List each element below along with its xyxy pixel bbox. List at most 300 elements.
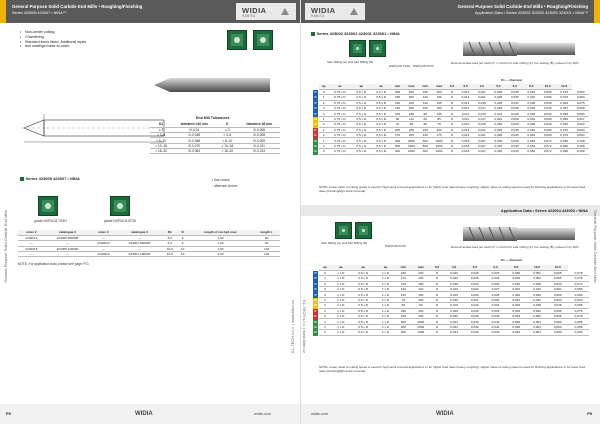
table-cell: 0,014 [457,89,473,94]
col-header: 6,0 [485,265,506,270]
material-group-marker: P [314,100,317,105]
table-cell: — [18,252,45,257]
left-header-subtitle: Series 423005 423007 • NINA™ [12,11,67,15]
table-cell: 0,057 [556,106,572,111]
material-group-marker: K [314,314,317,319]
table-cell: 0,033 [485,276,506,281]
table-cell: 85 [432,116,447,121]
table-cell: 2 [319,314,331,319]
table-cell: 0,5 x D [351,308,376,313]
table-cell: 0,036 [490,138,506,143]
table-cell: 0,056 [540,133,556,138]
table-cell: 1 x D [376,292,396,297]
left-note: NOTE: For application data, please see page P70. [18,262,90,266]
table-cell: 0,021 [474,89,490,94]
tolerance-header: tolerance h6 mm [238,122,280,127]
table-cell: 115 [395,292,411,297]
table-cell: 230 [404,133,419,138]
left-side-text: General Purpose Solid Carbide End Mills [3,210,8,283]
table-cell: 0,5 x D [371,127,391,132]
table-cell: 423005-060000 [45,235,90,240]
table-cell: 600 [391,138,404,143]
table-cell: 500 [419,143,432,148]
table-cell: 0,063 [568,297,589,302]
table-cell: 6 [177,241,187,246]
table-cell: 1 x D [376,287,396,292]
col-header: 12,0 [556,84,572,89]
col-header: 2,0 [447,84,458,89]
left-logo-box [236,3,296,20]
material-group-marker: M [314,116,317,121]
table-cell: 0,043 [527,287,548,292]
table-cell: 0,5 x D [351,95,371,100]
table-cell: 0,080 [547,319,568,324]
right-footer-logo: WIDIA [436,411,454,417]
table-cell: 180 [395,270,411,275]
table-cell: 0,064 [527,319,548,324]
table-cell: 600 [395,319,411,324]
table-cell: 1 [319,308,331,313]
table-cell: 0,017 [474,106,490,111]
right-footer-url[interactable]: widia.com [311,412,328,416]
material-group-marker: K [314,308,317,313]
table-cell: 0,5 x D [351,314,376,319]
material-group-marker: P [314,271,317,275]
section-square-icon [20,177,24,181]
grade-icon-1 [227,30,247,50]
table-cell: 10,0 [162,252,177,257]
col-header: D1 [162,230,177,235]
table-cell: 230 [411,270,430,275]
table-cell: — [117,235,162,240]
table-cell: 0,032 [506,287,527,292]
table-cell: 0,040 [485,319,506,324]
material-group-marker: P [314,292,317,297]
right-header-2 [301,205,600,216]
table-cell: 4 [319,292,331,297]
material-group-marker: P [314,111,317,116]
hanita-logo: HANITA [242,14,256,18]
table-cell: 0,078 [568,308,589,313]
tolerance-cell: > 18–30 [150,148,172,153]
table-cell: 10,0 [162,246,177,251]
col-header: ae [371,84,391,89]
tolerance-cell: > 18–30 [216,148,238,153]
table-cell: 190 [411,281,430,286]
table-cell: 0,052 [527,308,548,313]
tolerance-cell: > 3–6 [216,133,238,138]
table-cell: 0,5 x D [351,138,371,143]
table-cell: 75 [432,122,447,127]
table-cell: 0,75 x D [328,89,351,94]
table-cell: 0,050 [556,122,572,127]
table-cell: 0,042 [523,127,539,132]
tolerance-title: End Mill Tolerances [196,116,230,120]
grade-icon-2 [253,30,273,50]
table-cell: 0,052 [527,276,548,281]
table-cell: 0,067 [572,116,589,121]
table-row [319,149,589,154]
tolerance-cell: > 10–18 [216,143,238,148]
table-cell: 0,016 [444,297,465,302]
table-cell: 3 [319,287,331,292]
material-group-marker: P [314,95,317,100]
table-cell: fz [430,324,443,329]
table-cell: 3 [319,149,328,154]
table-cell: 0,015 [444,303,465,308]
table-cell: 0,5 x D [371,116,391,121]
caption-alternate-choice: ◦ alternate choice [212,184,238,188]
table-cell: 170 [395,276,411,281]
table-cell: 0,056 [556,116,572,121]
table-cell: 0,045 [507,138,523,143]
table-cell: 0,5 x D [371,89,391,94]
table-cell: 150 [419,127,432,132]
table-cell: 0,035 [507,95,523,100]
table-cell: 0,050 [547,292,568,297]
table-cell: 0,078 [568,276,589,281]
t1-body [319,89,589,154]
table-cell: 0,028 [490,89,506,94]
table-cell: 0,053 [556,111,572,116]
table-cell: fz [430,281,443,286]
t2-d1-label: D1 — Diameter [501,258,523,262]
t2-side-label: Side Milling (A) and Slot Milling (B) [321,241,368,245]
feature-item: • Standard items listed. Additional styles [20,40,86,45]
application-table-1 [319,84,589,155]
table-cell: 0,021 [474,95,490,100]
table-cell: 0,064 [527,330,548,335]
table-cell: 0,5 x D [371,106,391,111]
section-square-icon [311,32,315,36]
table-cell: 0,5 x D [351,292,376,297]
table-cell: 0,036 [490,149,506,154]
tolerance-cell: > 6–10 [150,138,172,143]
table-cell: 10 [177,252,187,257]
left-header [0,0,300,23]
table-cell: 1,50 [188,246,253,251]
table-cell: 100 [253,252,280,257]
table-cell: 0,060 [547,281,568,286]
table-cell: 0,039 [506,314,527,319]
table-cell: 0,019 [474,100,490,105]
table-cell: 0,75 x D [328,106,351,111]
table-cell: 0,070 [556,95,572,100]
table-cell: — [18,241,45,246]
table-cell: 0,027 [474,143,490,148]
table-cell: 1 x D [376,303,396,308]
table-cell: 120 [419,100,432,105]
table-cell: 0,028 [490,95,506,100]
table-cell: 0,75 x D [328,116,351,121]
table-cell: 2 [319,143,328,148]
table-cell: 2 [319,324,331,329]
table-cell: 1 x D [331,276,351,281]
table-cell: 0,052 [527,270,548,275]
table-cell: 0,022 [464,287,485,292]
table-cell: 1 x D [331,308,351,313]
tolerance-cell: 0/-0,048 [172,133,216,138]
table-cell: 300 [395,330,411,335]
product-table [18,230,280,257]
table-cell: 0,015 [474,122,490,127]
material-strip-1 [313,90,318,155]
grade-label-ts3h: grade NSP0•C8 TS3H [34,219,67,223]
table-cell: 0,072 [540,149,556,154]
table-cell: 0,108 [572,149,589,154]
material-group-marker: N [314,138,317,143]
table-cell: 600 [419,138,432,143]
table-cell: 0,072 [540,143,556,148]
table-cell: 423007-060000 [117,241,162,246]
left-footer-url[interactable]: widia.com [254,412,271,416]
logo-triangle-icon [350,8,358,15]
table-cell: 1 x D [331,319,351,324]
table-cell: 0,026 [464,314,485,319]
table-cell: 2000 [404,138,419,143]
table-cell: 65 [395,303,411,308]
table-cell: 0,5 x D [351,89,371,94]
table-cell: 1 x D [376,324,396,329]
table-cell: 0,070 [556,133,572,138]
table-cell: 0,032 [506,297,527,302]
table-cell: — [45,241,90,246]
table-cell: 260 [404,89,419,94]
table-cell: 4 [319,111,328,116]
table-cell: 6,0 [162,241,177,246]
table-cell: 0,045 [507,143,523,148]
table-cell: 0,032 [464,330,485,335]
tolerance-cell: > 3–6 [150,133,172,138]
table-cell: 0,042 [523,89,539,94]
table-cell: 0,021 [474,133,490,138]
t2-fz-note: Recommended feed per tooth (fz = mm/th) for side milling (A). For slotting (B), reduce fz by 20%. [451,245,580,249]
table-cell: 0,016 [474,111,490,116]
table-cell: 0,048 [527,281,548,286]
table-cell: 0,025 [490,100,506,105]
widia-logo: WIDIA [311,6,336,15]
table-cell: 2 [319,303,331,308]
table-cell: 0,011 [457,116,473,121]
col-header: 8,0 [506,265,527,270]
t1-side-label: Side Milling (A) and Slot Milling (B) [327,60,374,64]
material-group-marker: K [314,133,317,138]
material-group-marker: M [314,122,317,127]
table-cell: 220 [404,100,419,105]
table-cell: 0,090 [556,149,572,154]
col-header: ae [331,265,351,270]
table-cell: 0,020 [490,122,506,127]
col-header: max [411,265,430,270]
table-cell: 0,027 [485,287,506,292]
table-cell: 0,039 [506,308,527,313]
table-cell: 0,018 [457,149,473,154]
table-cell: 0,084 [572,133,589,138]
table-cell: 0,018 [444,281,465,286]
table-cell: fz [430,319,443,324]
left-yellow-tab [0,0,6,23]
material-group-marker: N [314,330,317,335]
tolerance-cell: ≤ 3 [150,127,172,132]
table-cell: 0,5 x D [351,297,376,302]
right-footer [301,404,600,424]
t2-grade: NSP0•C8 AT3S [385,244,406,248]
table-cell: 0,018 [457,143,473,148]
table-cell: 1 x D [331,270,351,275]
left-header-title: General Purpose Solid Carbide End Mills • Roughing/Finishing [12,4,143,9]
t1-grade2: NSP0•C8 AT3S [413,64,434,68]
table-cell: 250 [404,95,419,100]
tolerance-cell: 0/-0,013 [238,148,280,153]
col-header: ap [351,265,376,270]
tolerance-table [150,122,280,154]
table-cell: fz [430,287,443,292]
table-cell: 95 [419,111,432,116]
table-cell: 0,5 x D [371,95,391,100]
table-cell: 150 [432,106,447,111]
table-cell: 0,5 x D [351,149,371,154]
table-cell: 2240019 [90,252,117,257]
tolerance-cell: 0/-0,006 [238,127,280,132]
material-group-marker: K [314,127,317,132]
col-header: ae [328,84,351,89]
table-cell: 0,028 [490,127,506,132]
table-cell: 0,018 [457,138,473,143]
table-cell: 10 [177,246,187,251]
table-cell: 1 [319,138,328,143]
widia-logo: WIDIA [242,6,267,15]
table-cell: 1 [319,276,331,281]
table-cell: 0,5 x D [371,149,391,154]
table-cell: 70 [391,122,404,127]
table-cell: 0,5 x D [371,138,391,143]
tolerance-cell: 0/-0,070 [172,143,216,148]
table-cell: 200 [432,89,447,94]
app-icon-slot [369,40,386,57]
table-cell: 0,084 [572,127,589,132]
col-header: ap [319,265,331,270]
table-cell: 0,027 [474,138,490,143]
table-cell: 1 x D [331,297,351,302]
right-header-2-title: Application Data • Series 423004 423003 • NINA [500,208,588,213]
table-cell: fz [447,138,458,143]
t2-body [319,270,589,335]
table-cell: 0,048 [506,330,527,335]
table-cell: 0,030 [485,281,506,286]
table-cell: 0,5 x D [351,106,371,111]
table-cell: 1 [319,319,331,324]
col-header: length L [253,230,280,235]
tolerance-cell: 0/-0,009 [238,138,280,143]
table-cell: 0,5 x D [351,330,376,335]
table-cell: fz [430,330,443,335]
table-cell: 0,090 [556,138,572,143]
col-header: 6,0 [507,84,523,89]
table-cell: 0,024 [485,303,506,308]
right-note-2: NOTE: Lower value of cutting speed is used for high stock removal applications or for higher feed rates (heavy roughing). Higher value of cutting speed is used for finishing applications or for lower feed rates (finishing/light stock removal). [319,365,586,373]
left-footer [0,404,300,424]
table-cell: 0,024 [444,324,465,329]
table-cell: 0,035 [507,133,523,138]
table-cell: 0,5 x D [351,111,371,116]
table-cell: 0,034 [523,116,539,121]
table-cell: 0,032 [464,319,485,324]
table-cell: 0,052 [527,314,548,319]
col-header: 3,0 [430,265,443,270]
tolerance-header: D [216,122,238,127]
table-cell: — [90,246,117,251]
col-header: length of cut Ap1 max [188,230,253,235]
table-cell: 2 [319,100,328,105]
table-cell: 150 [411,292,430,297]
table-cell: 0,063 [556,100,572,105]
col-header: order # [18,230,45,235]
table-cell: fz [447,106,458,111]
table-cell: 0,75 x D [328,138,351,143]
table-cell: 0,035 [507,127,523,132]
table-cell: 0,028 [490,133,506,138]
material-group-marker: M [314,297,317,302]
table-cell: 0,034 [523,106,539,111]
table-cell: 200 [391,127,404,132]
table-cell: 0,056 [540,95,556,100]
table-cell: fz [447,116,458,121]
tolerance-cell: ≤ 3 [216,127,238,132]
table-cell: 2 [319,281,331,286]
table-cell: 0,072 [540,138,556,143]
table-cell: 300 [419,149,432,154]
table-cell: 0,017 [474,116,490,121]
table-cell: 0,5 x D [351,122,371,127]
table-cell: 95 [404,122,419,127]
table-cell: 220 [411,276,430,281]
table-cell: 230 [411,308,430,313]
table-cell: 185 [391,95,404,100]
material-group-marker: M [314,303,317,308]
tolerance-cell: 0/-0,084 [172,148,216,153]
left-page-number: P9 [6,411,11,416]
left-section-label: Series 423005 423007 • NINA [25,176,80,181]
table-cell: 3 [319,330,331,335]
right-section-label-1: Series 423002 323002 423001 323001 • NINA [316,31,400,36]
table-cell: 1500 [404,143,419,148]
table-cell: 0,063 [572,111,589,116]
table-cell: 6,0 [162,235,177,240]
table-cell: 2 [319,122,328,127]
table-cell: 1000 [411,330,430,335]
table-cell: 0,031 [507,100,523,105]
spine-text-left: KL-TECH s.r.o. | www.kltec.cz [290,300,295,354]
table-cell: 0,012 [457,106,473,111]
table-cell: 0,029 [506,303,527,308]
table-cell: 60 [253,241,280,246]
table-cell: 0,045 [540,106,556,111]
table-row [319,330,589,335]
tolerance-cell: 0/-0,058 [172,138,216,143]
table-cell: 0,065 [547,276,568,281]
table-cell: 0,056 [540,127,556,132]
application-table-2 [319,265,589,336]
table-cell: 190 [432,95,447,100]
table-cell: 0,75 x D [328,95,351,100]
table-cell: 2240020 [90,241,117,246]
col-header: 4,0 [474,84,490,89]
right-section-title-1 [311,31,400,36]
table-cell: 0,080 [547,330,568,335]
feature-item: • Non-center cutting. [20,30,86,35]
right-header [301,0,600,23]
table-cell: fz [430,270,443,275]
